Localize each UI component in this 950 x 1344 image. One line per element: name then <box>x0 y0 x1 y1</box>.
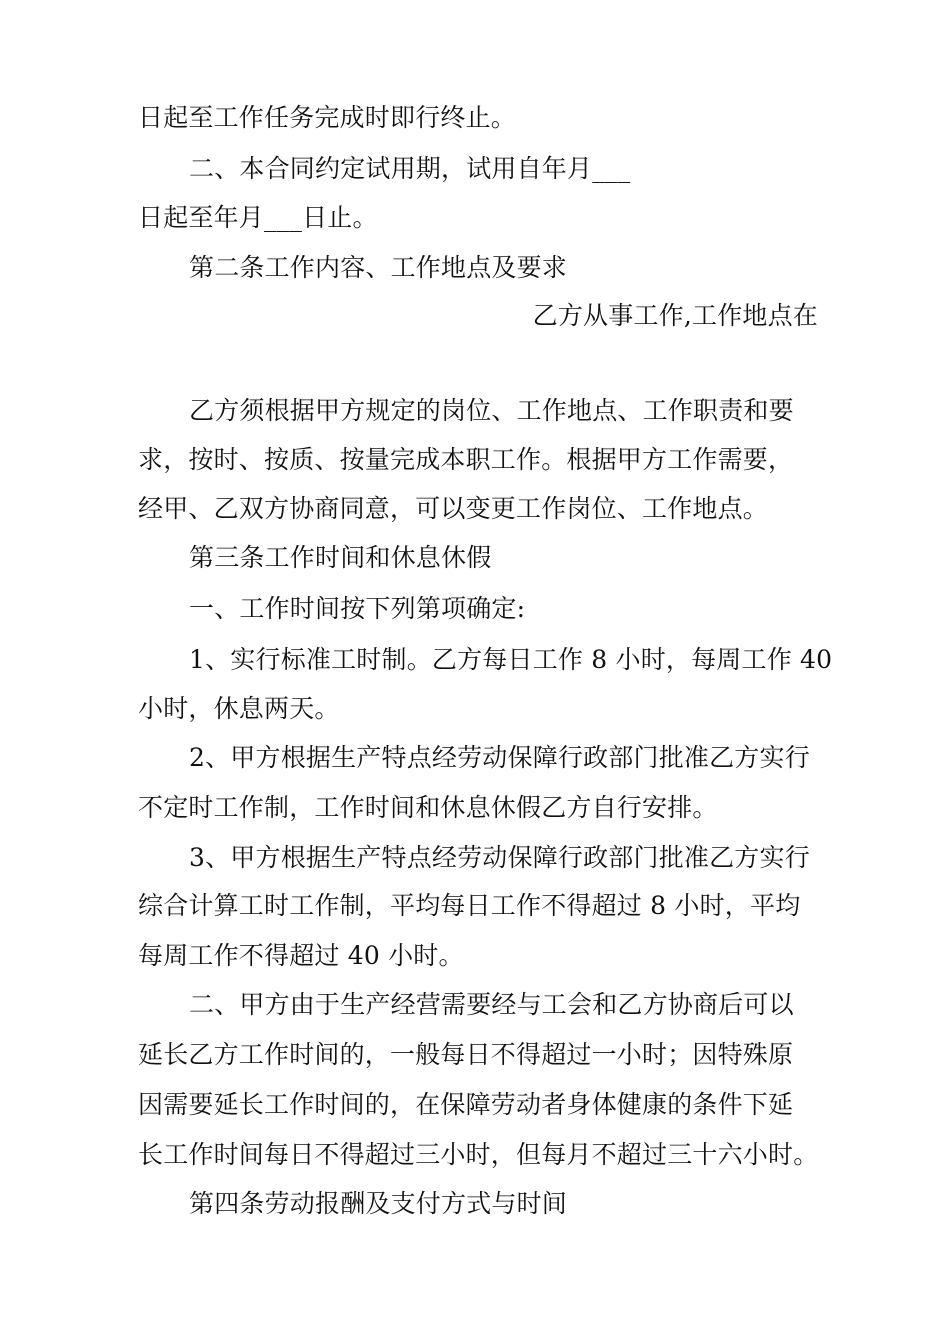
text-line: 每周工作不得超过 40 小时。 <box>138 941 464 970</box>
section-heading: 第四条劳动报酬及支付方式与时间 <box>189 1189 568 1218</box>
text-line: 2、甲方根据生产特点经劳动保障行政部门批准乙方实行 <box>189 743 810 772</box>
text-line: 综合计算工时工作制，平均每日工作不得超过 8 小时，平均 <box>138 891 801 920</box>
text-line: 乙方须根据甲方规定的岗位、工作地点、工作职责和要 <box>189 396 794 425</box>
text-line: 长工作时间每日不得超过三小时，但每月不超过三十六小时。 <box>138 1140 819 1169</box>
text-line: 延长乙方工作时间的，一般每日不得超过一小时；因特殊原 <box>138 1040 794 1069</box>
section-heading: 第三条工作时间和休息休假 <box>189 543 492 572</box>
text-line: 二、本合同约定试用期，试用自年月___ <box>189 154 631 183</box>
text-line: 日起至工作任务完成时即行终止。 <box>138 103 517 132</box>
text-line: 日起至年月___日止。 <box>138 203 378 232</box>
text-line: 二、甲方由于生产经营需要经与工会和乙方协商后可以 <box>189 990 794 1019</box>
section-heading: 第二条工作内容、工作地点及要求 <box>189 253 568 282</box>
text-line: 一、工作时间按下列第项确定: <box>189 594 526 623</box>
text-line: 因需要延长工作时间的，在保障劳动者身体健康的条件下延 <box>138 1090 794 1119</box>
text-line: 小时，休息两天。 <box>138 694 340 723</box>
text-line: 经甲、乙双方协商同意，可以变更工作岗位、工作地点。 <box>138 494 769 523</box>
text-line: 3、甲方根据生产特点经劳动保障行政部门批准乙方实行 <box>189 843 810 872</box>
text-line: 1、实行标准工时制。乙方每日工作 8 小时，每周工作 40 <box>189 645 833 674</box>
text-line: 不定时工作制，工作时间和休息休假乙方自行安排。 <box>138 793 718 822</box>
text-line: 求，按时、按质、按量完成本职工作。根据甲方工作需要， <box>138 445 794 474</box>
text-line: 乙方从事工作,工作地点在 <box>532 301 818 330</box>
